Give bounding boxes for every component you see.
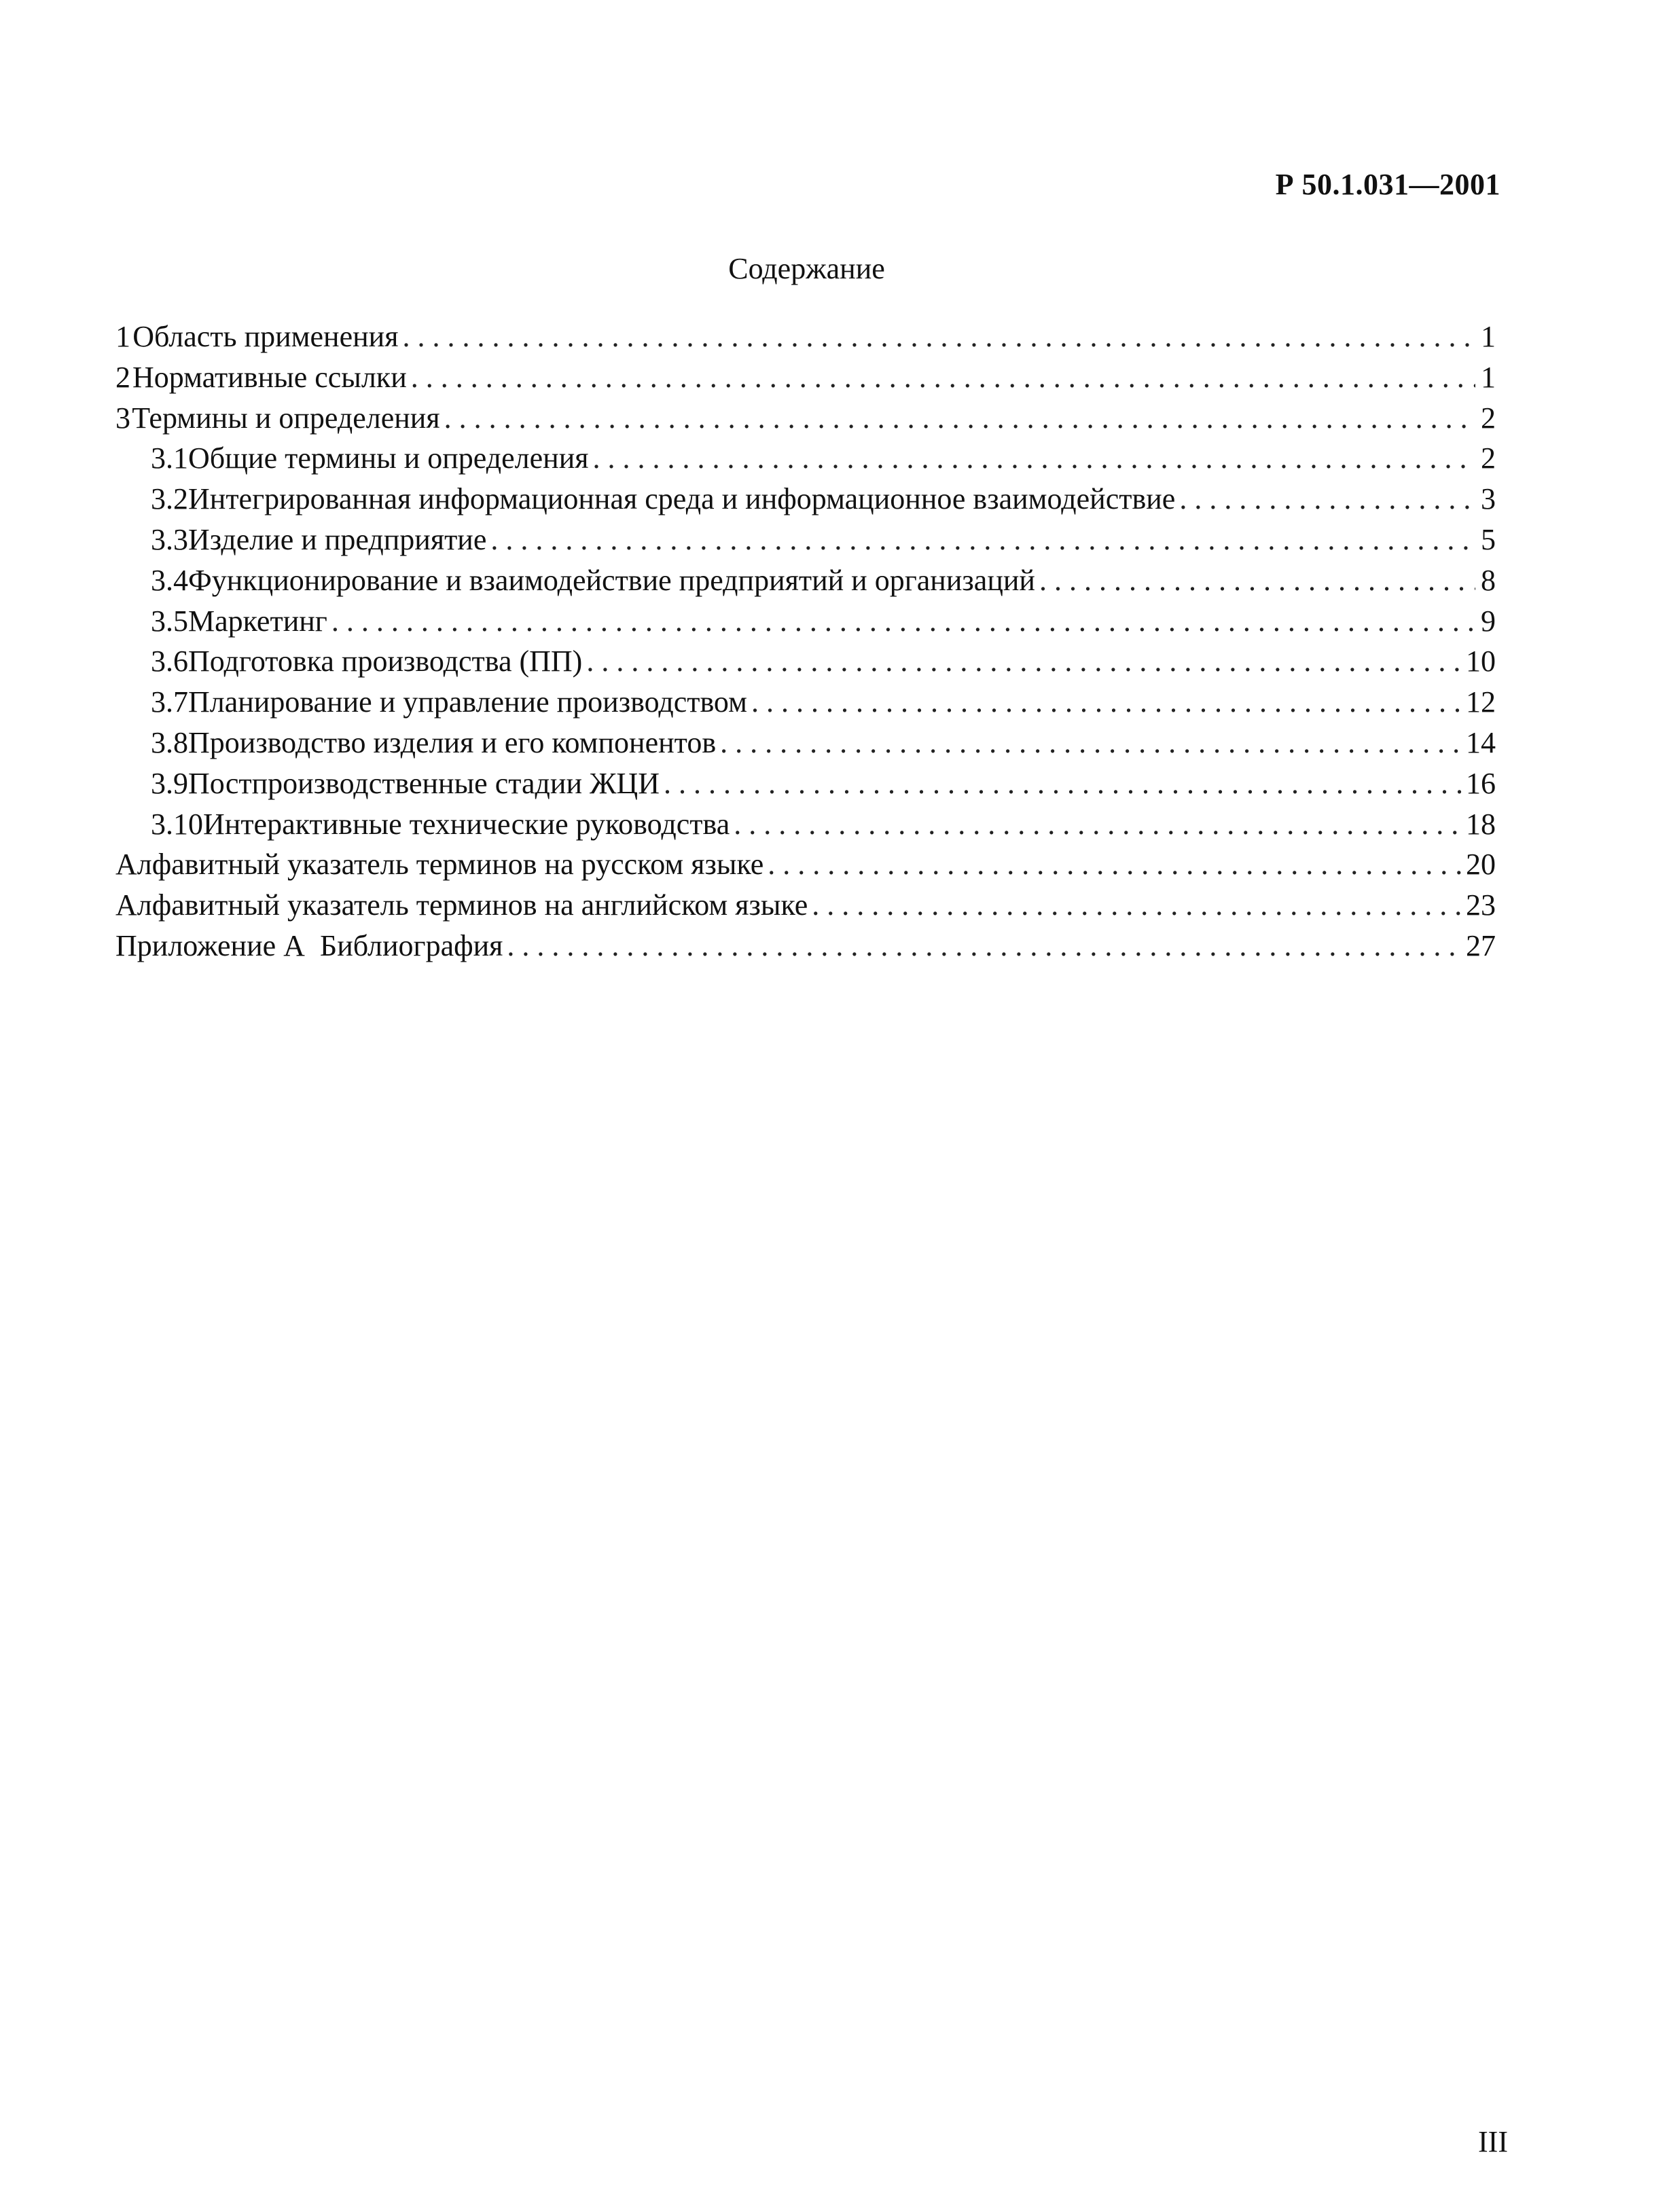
toc-entry-3-10[interactable]: [115, 804, 1496, 845]
dot-leader: [720, 723, 1462, 763]
toc-entry-3-8[interactable]: [115, 723, 1496, 763]
toc-entry-page: 18: [1466, 807, 1496, 841]
toc-entry-index-english[interactable]: [115, 885, 1496, 926]
toc-entry-label: Производство изделия и его компонентов: [188, 725, 717, 759]
dot-leader: [812, 885, 1462, 926]
toc-entry-number: 3.8: [151, 725, 188, 759]
toc-entry-page: 27: [1466, 928, 1496, 962]
toc-entry-label: Постпроизводственные стадии ЖЦИ: [188, 766, 660, 800]
dot-leader: [490, 520, 1475, 560]
toc-entry-label: Приложение А Библиография: [115, 928, 503, 962]
toc-entry-3-6[interactable]: [115, 641, 1496, 682]
toc-entry-page: 12: [1466, 685, 1496, 719]
toc-entry-label: Термины и определения: [132, 401, 440, 435]
toc-entry-page: 1: [1481, 360, 1496, 394]
toc-entry-label: Функционирование и взаимодействие предприятий и организаций: [188, 563, 1035, 597]
toc-entry-number: 3: [115, 401, 130, 435]
toc-entry-page: 23: [1466, 888, 1496, 922]
toc-entry-label: Подготовка производства (ПП): [188, 645, 583, 678]
page-number: III: [1478, 2125, 1508, 2158]
table-of-contents: [115, 316, 1496, 966]
dot-leader: [751, 682, 1462, 723]
toc-entry-3-1[interactable]: [115, 438, 1496, 479]
dot-leader: [411, 357, 1475, 398]
toc-entry-number: 3.2: [151, 482, 188, 516]
toc-entry-number: 3.1: [151, 441, 188, 475]
toc-entry-3-7[interactable]: [115, 682, 1496, 723]
toc-entry-number: 3.4: [151, 563, 188, 597]
toc-title: Содержание: [728, 252, 885, 285]
toc-entry-label: Интегрированная информационная среда и информационное взаимодействие: [188, 482, 1176, 516]
toc-entry-label: Область применения: [132, 320, 399, 353]
dot-leader: [402, 316, 1475, 357]
toc-entry-number: 3.9: [151, 766, 188, 800]
toc-entry-number: 3.7: [151, 685, 188, 719]
toc-entry-page: 5: [1481, 522, 1496, 556]
toc-entry-label: Алфавитный указатель терминов на русском языке: [115, 848, 764, 882]
dot-leader: [1179, 479, 1475, 520]
toc-entry-3-9[interactable]: [115, 763, 1496, 804]
toc-entry-3-4[interactable]: [115, 560, 1496, 601]
toc-entry-number: 3.3: [151, 522, 188, 556]
toc-entry-3-2[interactable]: [115, 479, 1496, 520]
dot-leader: [331, 601, 1475, 642]
dot-leader: [664, 763, 1462, 804]
toc-entry-index-russian[interactable]: [115, 844, 1496, 885]
dot-leader: [507, 926, 1462, 966]
toc-entry-label: Общие термины и определения: [188, 441, 589, 475]
document-code: Р 50.1.031—2001: [1275, 168, 1500, 201]
toc-entry-label: Планирование и управление производством: [188, 685, 747, 719]
dot-leader: [593, 438, 1476, 479]
toc-entry-page: 2: [1481, 401, 1496, 435]
toc-entry-label: Интерактивные технические руководства: [203, 807, 730, 841]
toc-entry-2[interactable]: [115, 357, 1496, 398]
toc-entry-label: Изделие и предприятие: [188, 522, 487, 556]
dot-leader: [1039, 560, 1475, 601]
toc-entry-page: 8: [1481, 563, 1496, 597]
toc-entry-3-5[interactable]: [115, 601, 1496, 642]
toc-entry-page: 10: [1466, 645, 1496, 678]
toc-entry-3-3[interactable]: [115, 520, 1496, 560]
dot-leader: [768, 844, 1462, 885]
toc-entry-page: 3: [1481, 482, 1496, 516]
toc-entry-page: 16: [1466, 766, 1496, 800]
toc-entry-number: 3.5: [151, 604, 188, 638]
toc-entry-page: 1: [1481, 320, 1496, 353]
toc-entry-number: 2: [115, 360, 130, 394]
toc-entry-number: 1: [115, 320, 130, 353]
toc-entry-page: 2: [1481, 441, 1496, 475]
toc-entry-number: 3.6: [151, 645, 188, 678]
toc-entry-appendix-a[interactable]: [115, 926, 1496, 966]
toc-entry-page: 14: [1466, 725, 1496, 759]
dot-leader: [444, 398, 1475, 439]
toc-entry-1[interactable]: [115, 316, 1496, 357]
dot-leader: [734, 804, 1462, 845]
toc-entry-3[interactable]: [115, 398, 1496, 439]
toc-entry-number: 3.10: [151, 807, 203, 841]
dot-leader: [586, 641, 1462, 682]
toc-entry-label: Нормативные ссылки: [132, 360, 407, 394]
toc-entry-page: 9: [1481, 604, 1496, 638]
toc-entry-label: Маркетинг: [188, 604, 327, 638]
toc-entry-label: Алфавитный указатель терминов на английском языке: [115, 888, 808, 922]
toc-entry-page: 20: [1466, 848, 1496, 882]
